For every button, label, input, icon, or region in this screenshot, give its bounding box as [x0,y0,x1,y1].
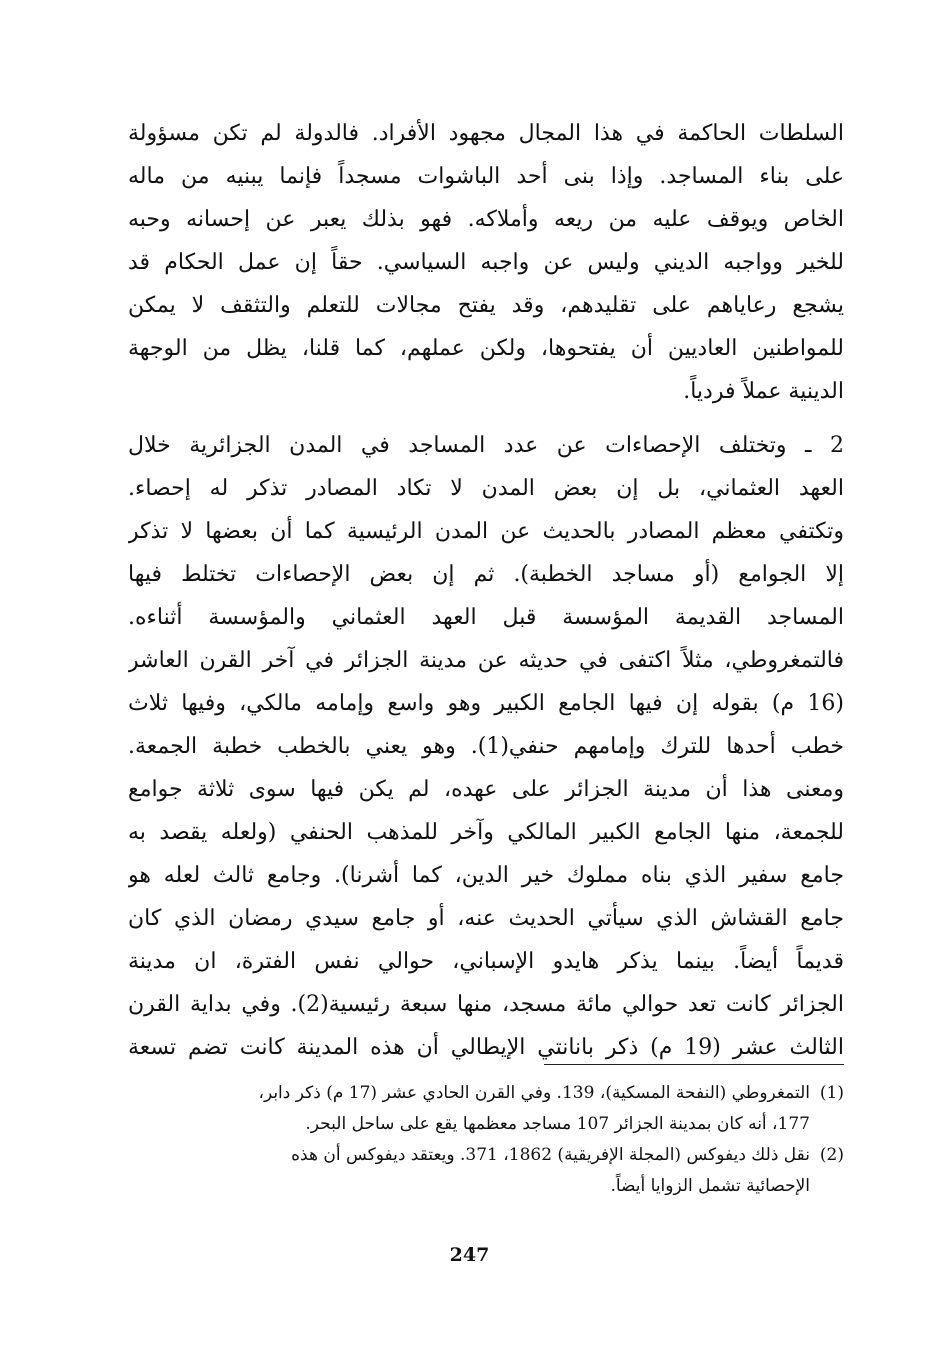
text-line: خطب أحدها للترك وإمامهم حنفي(1). وهو يعني بالخطب خطبة الجمعة. [128,734,844,759]
text-line: ومعنى هذا أن مدينة الجزائر على عهده، لم يكن فيها سوى ثلاثة جوامع [128,777,844,802]
paragraph-2 [128,424,844,1069]
footnote-1 [128,1078,844,1109]
footnote-2 [128,1140,844,1171]
text-line: الجزائر كانت تعد حوالي مائة مسجد، منها سبعة رئيسية(2). وفي بداية القرن [128,992,844,1017]
text-line: للخير وواجبه الديني وليس عن واجبه السياسي. حقاً إن عمل الحكام قد [128,250,844,275]
footnote-divider [544,1064,844,1065]
footnote-text: التمغروطي (النفحة المسكية)، 139. وفي القرن الحادي عشر (17 م) ذكر دابر، [258,1083,810,1103]
text-line: جامع القشاش الذي سيأتي الحديث عنه، أو جامع سيدي رمضان الذي كان [128,906,844,931]
paragraph-1 [128,112,844,413]
text-line: السلطات الحاكمة في هذا المجال مجهود الأفراد. فالدولة لم تكن مسؤولة [128,121,844,146]
text-line: 2 ـ وتختلف الإحصاءات عن عدد المساجد في المدن الجزائرية خلال [128,433,844,458]
text-line: قديماً أيضاً. بينما يذكر هايدو الإسباني، حوالي نفس الفترة، ان مدينة [128,949,844,974]
text-line: الدينية عملاً فردياً. [683,379,844,404]
text-line: وتكتفي معظم المصادر بالحديث عن المدن الرئيسية كما أن بعضها لا تذكر [128,519,844,544]
text-line: الخاص ويوقف عليه من ريعه وأملاكه. فهو بذلك يعبر عن إحسانه وحبه [128,207,844,232]
page-number: 247 [449,1244,490,1266]
text-line: المساجد القديمة المؤسسة قبل العهد العثماني والمؤسسة أثناءه. [128,605,844,630]
text-line: على بناء المساجد. وإذا بنى أحد الباشوات مسجداً فإنما يبنيه من ماله [128,164,844,189]
footnote-1-continuation [128,1109,844,1140]
text-line: (16 م) بقوله إن فيها الجامع الكبير وهو واسع وإمامه مالكي، وفيها ثلاث [128,691,844,716]
text-line: جامع سفير الذي بناه مملوك خير الدين، كما أشرنا). وجامع ثالث لعله هو [128,863,844,888]
footnotes [128,1078,844,1202]
footnote-number: (2) [819,1145,844,1165]
footnote-text: الإحصائية تشمل الزوايا أيضاً. [610,1176,810,1196]
text-line: للمواطنين العاديين أن يفتحوها، ولكن عملهم، كما قلنا، يظل من الوجهة [128,336,844,361]
footnote-number: (1) [819,1083,844,1103]
text-line: الثالث عشر (19 م) ذكر بانانتي الإيطالي أن هذه المدينة كانت تضم تسعة [128,1035,844,1060]
text-line: للجمعة، منها الجامع الكبير المالكي وآخر للمذهب الحنفي (ولعله يقصد به [128,820,844,845]
text-line: إلا الجوامع (أو مساجد الخطبة). ثم إن بعض الإحصاءات تختلط فيها [128,562,844,587]
text-line: يشجع رعاياهم على تقليدهم، وقد يفتح مجالات للتعلم والتثقف لا يمكن [128,293,844,318]
footnote-2-continuation [128,1171,844,1202]
text-line: فالتمغروطي، مثلاً اكتفى في حديثه عن مدينة الجزائر في آخر القرن العاشر [128,648,844,673]
text-line: العهد العثماني، بل إن بعض المدن لا تكاد المصادر تذكر له إحصاء. [128,476,844,501]
footnote-text: 177، أنه كان بمدينة الجزائر 107 مساجد معظمها يقع على ساحل البحر. [305,1114,810,1134]
footnote-text: نقل ذلك ديفوكس (المجلة الإفريقية) 1862، 371. ويعتقد ديفوكس أن هذه [291,1145,810,1165]
